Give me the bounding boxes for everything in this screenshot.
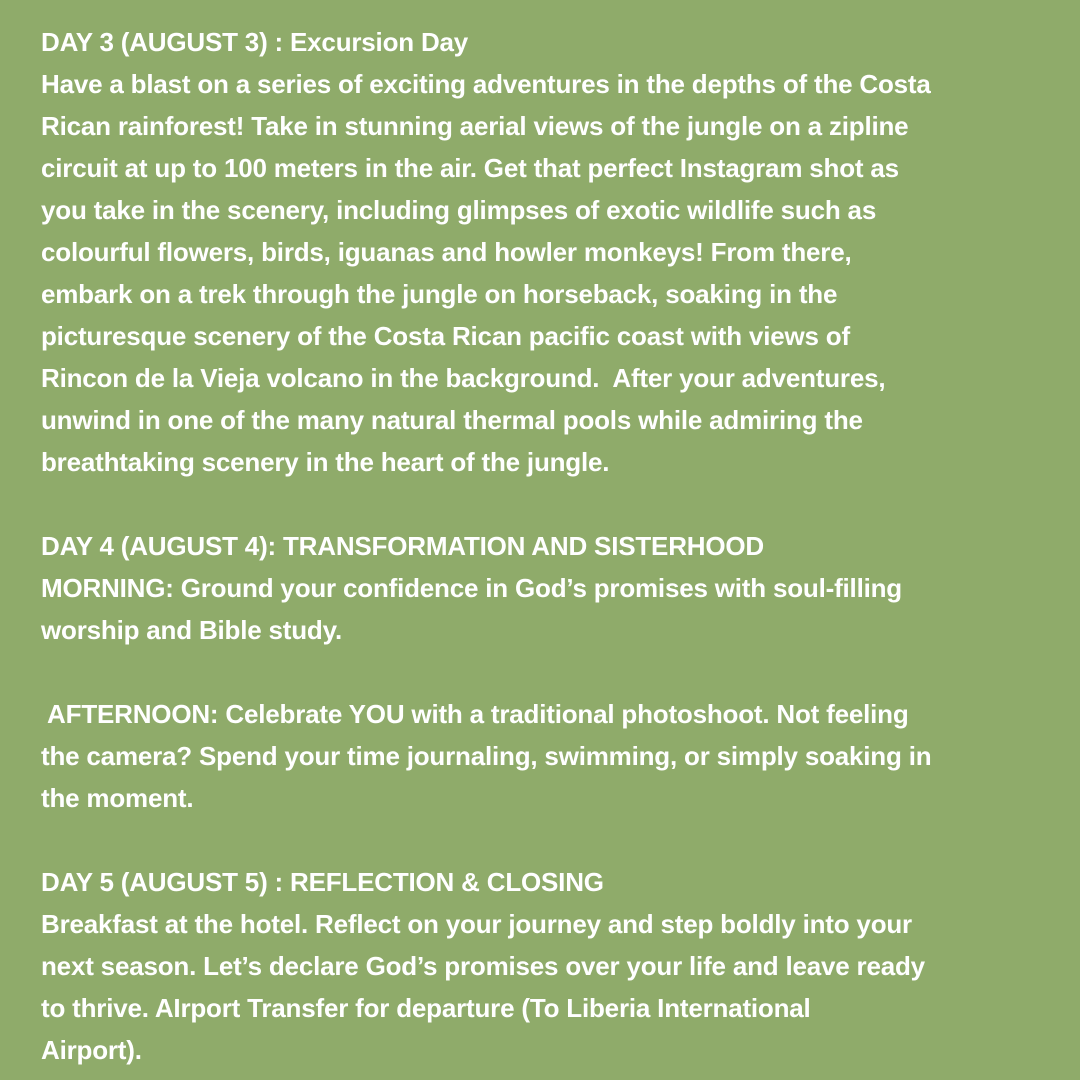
day4-morning-line-2: worship and Bible study. — [41, 615, 342, 645]
day3-line-3: circuit at up to 100 meters in the air. Get that perfect Instagram shot as — [41, 153, 899, 183]
day3-line-2: Rican rainforest! Take in stunning aerial views of the jungle on a zipline — [41, 111, 909, 141]
day3-line-8: Rincon de la Vieja volcano in the background. After your adventures, — [41, 363, 886, 393]
day4-afternoon-line-1: AFTERNOON: Celebrate YOU with a traditional photoshoot. Not feeling — [41, 699, 909, 729]
spacer — [41, 483, 1050, 525]
day4-section — [41, 525, 1050, 819]
day5-heading: DAY 5 (AUGUST 5) : REFLECTION & CLOSING — [41, 867, 604, 897]
day4-morning-line-1: MORNING: Ground your confidence in God’s promises with soul-filling — [41, 573, 902, 603]
day3-heading: DAY 3 (AUGUST 3) : Excursion Day — [41, 27, 469, 57]
day5-line-1: Breakfast at the hotel. Reflect on your journey and step boldly into your — [41, 909, 912, 939]
day5-line-4: Airport). — [41, 1035, 142, 1065]
day3-line-1: Have a blast on a series of exciting adventures in the depths of the Costa — [41, 69, 931, 99]
spacer — [41, 819, 1050, 861]
day3-line-7: picturesque scenery of the Costa Rican pacific coast with views of — [41, 321, 850, 351]
day4-afternoon-line-3: the moment. — [41, 783, 194, 813]
day4-heading: DAY 4 (AUGUST 4): TRANSFORMATION AND SISTERHOOD — [41, 531, 764, 561]
day3-line-5: colourful flowers, birds, iguanas and howler monkeys! From there, — [41, 237, 852, 267]
day4-afternoon-line-2: the camera? Spend your time journaling, swimming, or simply soaking in — [41, 741, 932, 771]
day5-line-3: to thrive. AIrport Transfer for departure (To Liberia International — [41, 993, 811, 1023]
day3-line-9: unwind in one of the many natural thermal pools while admiring the — [41, 405, 863, 435]
day5-line-2: next season. Let’s declare God’s promises over your life and leave ready — [41, 951, 925, 981]
day5-section — [41, 861, 1050, 1071]
day3-line-10: breathtaking scenery in the heart of the jungle. — [41, 447, 610, 477]
day3-line-4: you take in the scenery, including glimpses of exotic wildlife such as — [41, 195, 877, 225]
day3-section — [41, 21, 1050, 483]
spacer — [41, 651, 1050, 693]
day3-line-6: embark on a trek through the jungle on horseback, soaking in the — [41, 279, 838, 309]
